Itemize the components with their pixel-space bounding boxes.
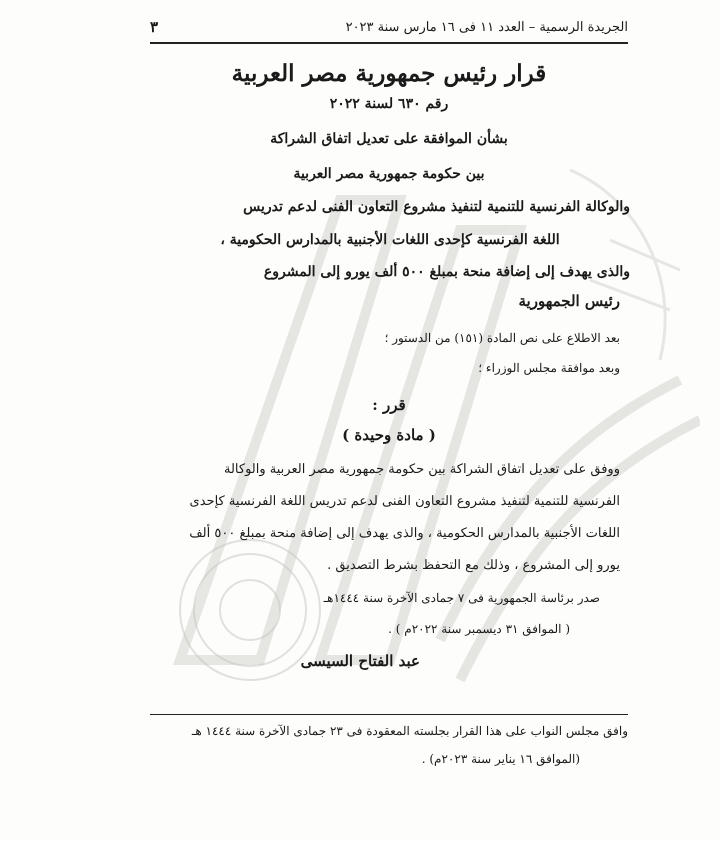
body-line: الفرنسية للتنمية لتنفيذ مشروع التعاون الفنى لدعم تدريس اللغة الفرنسية كإحدى xyxy=(189,494,620,509)
header-divider xyxy=(150,42,628,44)
footer-divider xyxy=(150,714,628,715)
issued-date-line: ( الموافق ٣١ ديسمبر سنة ٢٠٢٢م ) . xyxy=(388,622,570,636)
decree-title: قرار رئيس جمهورية مصر العربية xyxy=(231,60,547,87)
preamble-line: بعد الاطلاع على نص المادة (١٥١) من الدستور ؛ xyxy=(384,331,620,345)
decree-number: رقم ٦٣٠ لسنة ٢٠٢٢ xyxy=(329,96,449,112)
president-signature: عبد الفتاح السيسى xyxy=(300,652,420,670)
footnote-line: (الموافق ١٦ يناير سنة ٢٠٢٣م) . xyxy=(421,752,580,766)
sole-article-heading: ( مادة وحيدة ) xyxy=(342,426,436,444)
gazette-header xyxy=(150,14,628,40)
decree-subject-line: والوكالة الفرنسية للتنمية لتنفيذ مشروع التعاون الفنى لدعم تدريس xyxy=(243,199,630,215)
decree-subject-line: والذى يهدف إلى إضافة منحة بمبلغ ٥٠٠ ألف يورو إلى المشروع xyxy=(263,264,630,280)
footnote-line: وافق مجلس النواب على هذا القرار بجلسته المعقودة فى ٢٣ جمادى الآخرة سنة ١٤٤٤ هـ xyxy=(191,724,628,738)
body-line: يورو إلى المشروع ، وذلك مع التحفظ بشرط التصديق . xyxy=(327,558,620,573)
issuer-heading: رئيس الجمهورية xyxy=(518,292,620,310)
decree-subject-line: بين حكومة جمهورية مصر العربية xyxy=(293,166,485,182)
issued-date-line: صدر برئاسة الجمهورية فى ٧ جمادى الآخرة سنة ١٤٤٤هـ xyxy=(323,591,600,605)
body-line: اللغات الأجنبية بالمدارس الحكومية ، والذى يهدف إلى إضافة منحة بمبلغ ٥٠٠ ألف xyxy=(189,526,620,541)
decree-subject-line: اللغة الفرنسية كإحدى اللغات الأجنبية بالمدارس الحكومية ، xyxy=(220,232,560,248)
body-line: ووفق على تعديل اتفاق الشراكة بين حكومة جمهورية مصر العربية والوكالة xyxy=(224,462,620,477)
decree-subject-line: بشأن الموافقة على تعديل اتفاق الشراكة xyxy=(270,131,508,147)
page-number: ٣ xyxy=(150,18,159,36)
official-stamp-watermark xyxy=(140,140,700,700)
decided-heading: قرر : xyxy=(372,396,406,414)
preamble-line: وبعد موافقة مجلس الوزراء ؛ xyxy=(478,361,620,375)
gazette-publication-line: الجريدة الرسمية – العدد ١١ فى ١٦ مارس سنة ٢٠٢٣ xyxy=(345,19,628,35)
